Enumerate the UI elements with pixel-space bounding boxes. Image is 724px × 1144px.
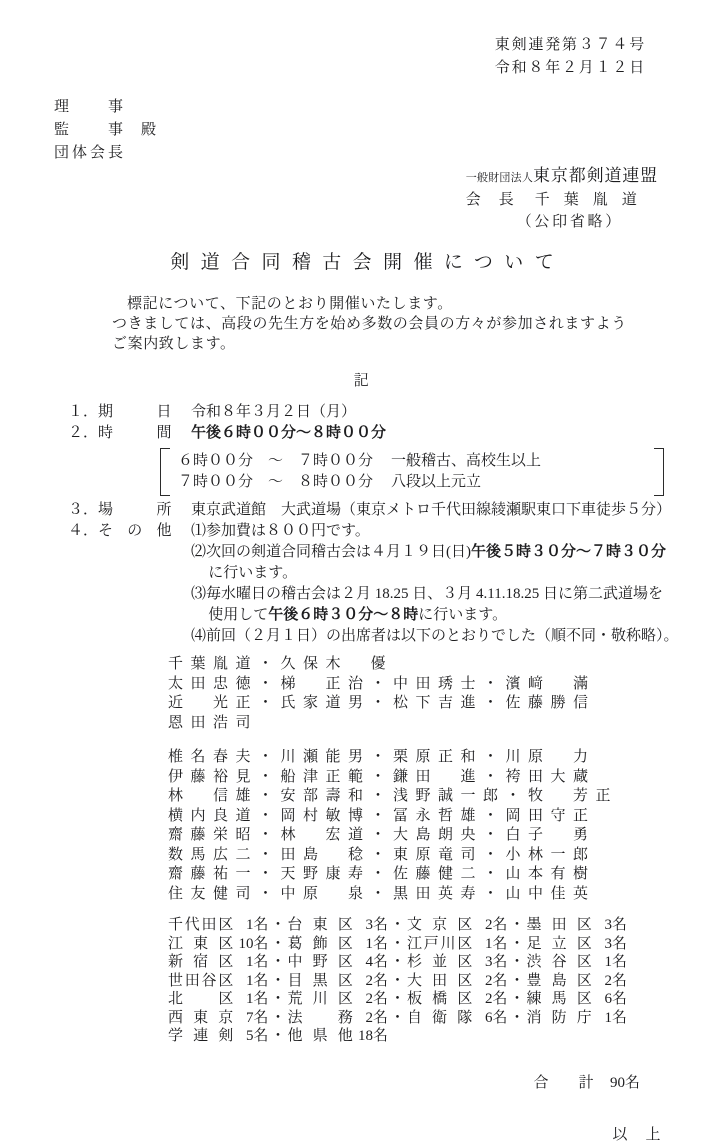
item-label: 時間 <box>98 425 172 441</box>
sender-org-line <box>466 165 658 189</box>
total-row <box>518 1054 640 1109</box>
note-row-fee <box>191 521 724 542</box>
item-label: 場所 <box>98 502 172 518</box>
attendee-row: 伊藤裕見・船津正範・鎌田 進・袴田大蔵 <box>168 768 596 785</box>
item-number: ３． <box>68 502 99 518</box>
note-marker: ⑷ <box>191 628 207 644</box>
closing-marker: 以 上 <box>612 1126 662 1143</box>
schedule-desc: 一般稽古、高校生以上 <box>391 453 542 469</box>
doc-date: 令和８年２月１２日 <box>494 60 646 76</box>
intro-paragraph <box>112 294 684 354</box>
district-name: 練馬区 <box>526 991 592 1007</box>
district-name: 西東京 <box>168 1009 234 1026</box>
attendee-row: 横内良道・岡村敏博・冨永哲雄・岡田守正 <box>168 807 596 824</box>
note-text: 毎水曜日の稽古会は２月 18.25 日、３月 4.11.18.25 日に第二武道場を <box>206 586 663 602</box>
district-count: 1名 <box>604 1009 628 1026</box>
district-row <box>168 990 724 1009</box>
attendees-group-2 <box>168 748 724 904</box>
attendee-row: 千葉胤道・久保木 優 <box>168 656 394 672</box>
district-count: 1名 <box>245 972 269 989</box>
district-name: 荒川区 <box>287 991 353 1007</box>
separator-dot: ・ <box>390 972 406 989</box>
district-count: 3名 <box>604 917 628 933</box>
district-count: 5名 <box>245 1028 269 1044</box>
separator-dot: ・ <box>270 935 286 952</box>
note-continuation: に行います。 <box>208 565 298 581</box>
district-count: 2名 <box>485 991 508 1007</box>
note-marker: ⑵ <box>191 544 207 560</box>
district-name: 世田谷区 <box>168 972 234 989</box>
separator-dot: ・ <box>509 917 525 933</box>
separator-dot: ・ <box>509 954 525 970</box>
recipient-title: 団体会長 <box>54 145 123 161</box>
district-count: 6名 <box>604 991 628 1007</box>
recipient-line <box>54 142 724 165</box>
district-row <box>168 953 724 972</box>
attendee-row: 齋藤栄昭・林 宏道・大島朗央・白子 勇 <box>168 827 596 843</box>
district-count: 2名 <box>365 972 389 989</box>
item-label: その他 <box>98 523 172 539</box>
district-name: 足立区 <box>526 935 592 952</box>
item-row-date <box>68 402 724 423</box>
attendee-row: 太田忠徳・梯 正治・中田琇士・濱﨑 滿 <box>168 675 596 692</box>
district-count: 1名 <box>245 954 269 970</box>
district-row <box>168 935 724 954</box>
district-count: 3名 <box>604 935 628 952</box>
note-text-bold: 午後５時３０分～７時３０分 <box>471 544 667 560</box>
district-name: 墨田区 <box>526 917 592 933</box>
note-text: 前回（２月１日）の出席者は以下のとおりでした（順不同・敬称略）。 <box>206 628 679 644</box>
district-name: 江東区 <box>168 935 234 952</box>
separator-dot: ・ <box>270 991 286 1007</box>
district-count: 10名 <box>238 935 269 952</box>
doc-number: 東剣連発第３７４号 <box>494 37 646 53</box>
item-row-other <box>68 521 724 647</box>
note-marker: ⑶ <box>191 586 207 602</box>
note-text: 使用して <box>208 607 269 623</box>
separator-dot: ・ <box>509 991 525 1007</box>
district-row <box>168 916 724 935</box>
attendee-row: 恩田浩司 <box>168 714 259 731</box>
document-header <box>495 34 646 80</box>
district-name: 他県他 <box>287 1028 353 1044</box>
record-marker: 記 <box>353 373 371 389</box>
sender-name: 千葉胤道 <box>534 192 637 208</box>
attendee-row: 椎名春夫・川瀬能男・栗原正和・川原 力 <box>168 749 596 765</box>
recipients-block <box>54 96 724 165</box>
note-text: に行います。 <box>418 607 508 623</box>
attendee-row: 数馬広二・田島 稔・東原竜司・小林一郎 <box>168 846 596 863</box>
district-count: 2名 <box>604 972 628 989</box>
district-name: 文京区 <box>407 917 473 933</box>
district-name: 北区 <box>168 991 234 1007</box>
district-name: 千代田区 <box>168 917 234 933</box>
district-count: 2名 <box>485 917 508 933</box>
note-row-next-session <box>191 542 724 584</box>
district-name: 台東区 <box>287 917 353 933</box>
recipient-line <box>54 96 724 119</box>
separator-dot: ・ <box>390 954 406 970</box>
items-list <box>68 402 724 647</box>
item-row-place <box>68 500 724 521</box>
district-count: 4名 <box>365 954 389 970</box>
district-row <box>168 972 724 991</box>
district-name: 新宿区 <box>168 954 234 970</box>
district-name: 学連剣 <box>168 1028 234 1044</box>
sender-org-name: 東京都剣道連盟 <box>533 166 658 185</box>
schedule-row <box>178 451 646 472</box>
district-name: 江戸川区 <box>407 935 473 952</box>
district-count: 1名 <box>604 954 628 970</box>
district-count: 1名 <box>245 917 269 933</box>
note-row-wednesday <box>191 584 724 626</box>
attendees-section <box>168 655 724 904</box>
note-marker: ⑴ <box>191 523 207 539</box>
attendee-row: 林 信雄・安部壽和・浅野誠一郎・牧 芳正 <box>168 788 619 804</box>
district-counts-section <box>168 916 724 1046</box>
total-label: 合 計 <box>533 1074 594 1091</box>
sender-president-line <box>466 189 658 211</box>
separator-dot: ・ <box>509 935 525 952</box>
district-name: 目黒区 <box>287 972 353 989</box>
separator-dot: ・ <box>270 917 286 933</box>
district-count: 1名 <box>245 991 269 1007</box>
schedule-range: ７時００分 ～ ８時００分 <box>178 474 374 490</box>
sender-org-prefix: 一般財団法人 <box>465 172 534 184</box>
intro-line: 標記について、下記のとおり開催いたします。 <box>127 296 453 312</box>
separator-dot: ・ <box>390 935 406 952</box>
district-name: 大田区 <box>407 972 473 989</box>
separator-dot: ・ <box>270 972 286 989</box>
item-value-bold: 午後６時００分～８時００分 <box>191 425 387 441</box>
item-value: 令和８年３月２日（月） <box>191 404 357 420</box>
district-count: 2名 <box>485 972 508 989</box>
attendee-row: 近 光正・氏家道男・松下吉進・佐藤勝信 <box>168 695 596 711</box>
schedule-row <box>178 472 646 493</box>
district-count: 3名 <box>365 917 389 933</box>
district-count: 18名 <box>358 1028 389 1044</box>
district-count: 2名 <box>365 991 389 1007</box>
district-name: 葛飾区 <box>287 935 353 952</box>
attendees-group-1 <box>168 655 724 733</box>
seal-note: （公印省略） <box>516 214 623 230</box>
separator-dot: ・ <box>509 1009 525 1026</box>
note-text: 次回の剣道合同稽古会は４月１９日(日) <box>206 544 472 560</box>
intro-line: つきましては、高段の先生方を始め多数の会員の方々が参加されますよう <box>112 316 627 332</box>
item-number: １． <box>68 404 99 420</box>
total-value: 90名 <box>609 1074 640 1091</box>
district-name: 渋谷区 <box>526 954 592 970</box>
separator-dot: ・ <box>270 1028 286 1044</box>
separator-dot: ・ <box>390 917 406 933</box>
item-label: 期日 <box>98 404 172 420</box>
district-name: 消防庁 <box>526 1009 592 1026</box>
page-title: 剣道合同稽古会開催について <box>170 252 566 273</box>
district-name: 法務 <box>287 1009 353 1026</box>
district-count: 3名 <box>485 954 508 970</box>
district-name: 板橋区 <box>407 991 473 1007</box>
item-value: 東京武道館 大武道場（東京メトロ千代田線綾瀬駅東口下車徒歩５分） <box>191 502 672 518</box>
schedule-desc: 八段以上元立 <box>391 474 482 490</box>
district-name: 豊島区 <box>526 972 592 989</box>
separator-dot: ・ <box>390 991 406 1007</box>
attendee-row: 齋藤祐一・天野康寿・佐藤健二・山本有樹 <box>168 866 596 882</box>
item-number: ２． <box>68 425 99 441</box>
group-gap <box>168 733 724 748</box>
sender-block <box>466 165 658 233</box>
separator-dot: ・ <box>509 972 525 989</box>
recipient-title: 理事 <box>54 99 123 115</box>
item-number: ４． <box>68 523 99 539</box>
note-row-previous-attendance <box>191 626 724 647</box>
note-text: 参加費は８００円です。 <box>206 523 370 539</box>
district-count: 7名 <box>245 1009 269 1026</box>
note-continuation <box>191 605 724 626</box>
seal-note-line <box>466 211 658 233</box>
district-row <box>168 1027 724 1046</box>
separator-dot: ・ <box>270 1009 286 1026</box>
district-count: 2名 <box>365 1009 389 1026</box>
separator-dot: ・ <box>390 1009 406 1026</box>
attendee-row: 住友健司・中原 泉・黒田英寿・山中佳英 <box>168 885 596 902</box>
district-count: 6名 <box>485 1009 508 1026</box>
district-name: 自衛隊 <box>407 1009 473 1026</box>
district-count: 1名 <box>485 935 508 952</box>
notes-block <box>191 521 724 647</box>
intro-line: ご案内致します。 <box>112 336 236 352</box>
schedule-range: ６時００分 ～ ７時００分 <box>178 453 374 469</box>
schedule-bracket <box>160 447 664 497</box>
district-name: 中野区 <box>287 954 353 970</box>
separator-dot: ・ <box>270 954 286 970</box>
recipient-honorific: 殿 <box>141 122 157 138</box>
item-row-time <box>68 423 724 444</box>
recipient-line <box>54 119 724 142</box>
note-text-bold: 午後６時３０分～８時 <box>268 607 419 623</box>
district-row <box>168 1009 724 1028</box>
recipient-title: 監事 <box>54 122 123 138</box>
district-name: 杉並区 <box>407 954 473 970</box>
district-count: 1名 <box>365 935 389 952</box>
sender-role: 会長 <box>465 192 514 208</box>
